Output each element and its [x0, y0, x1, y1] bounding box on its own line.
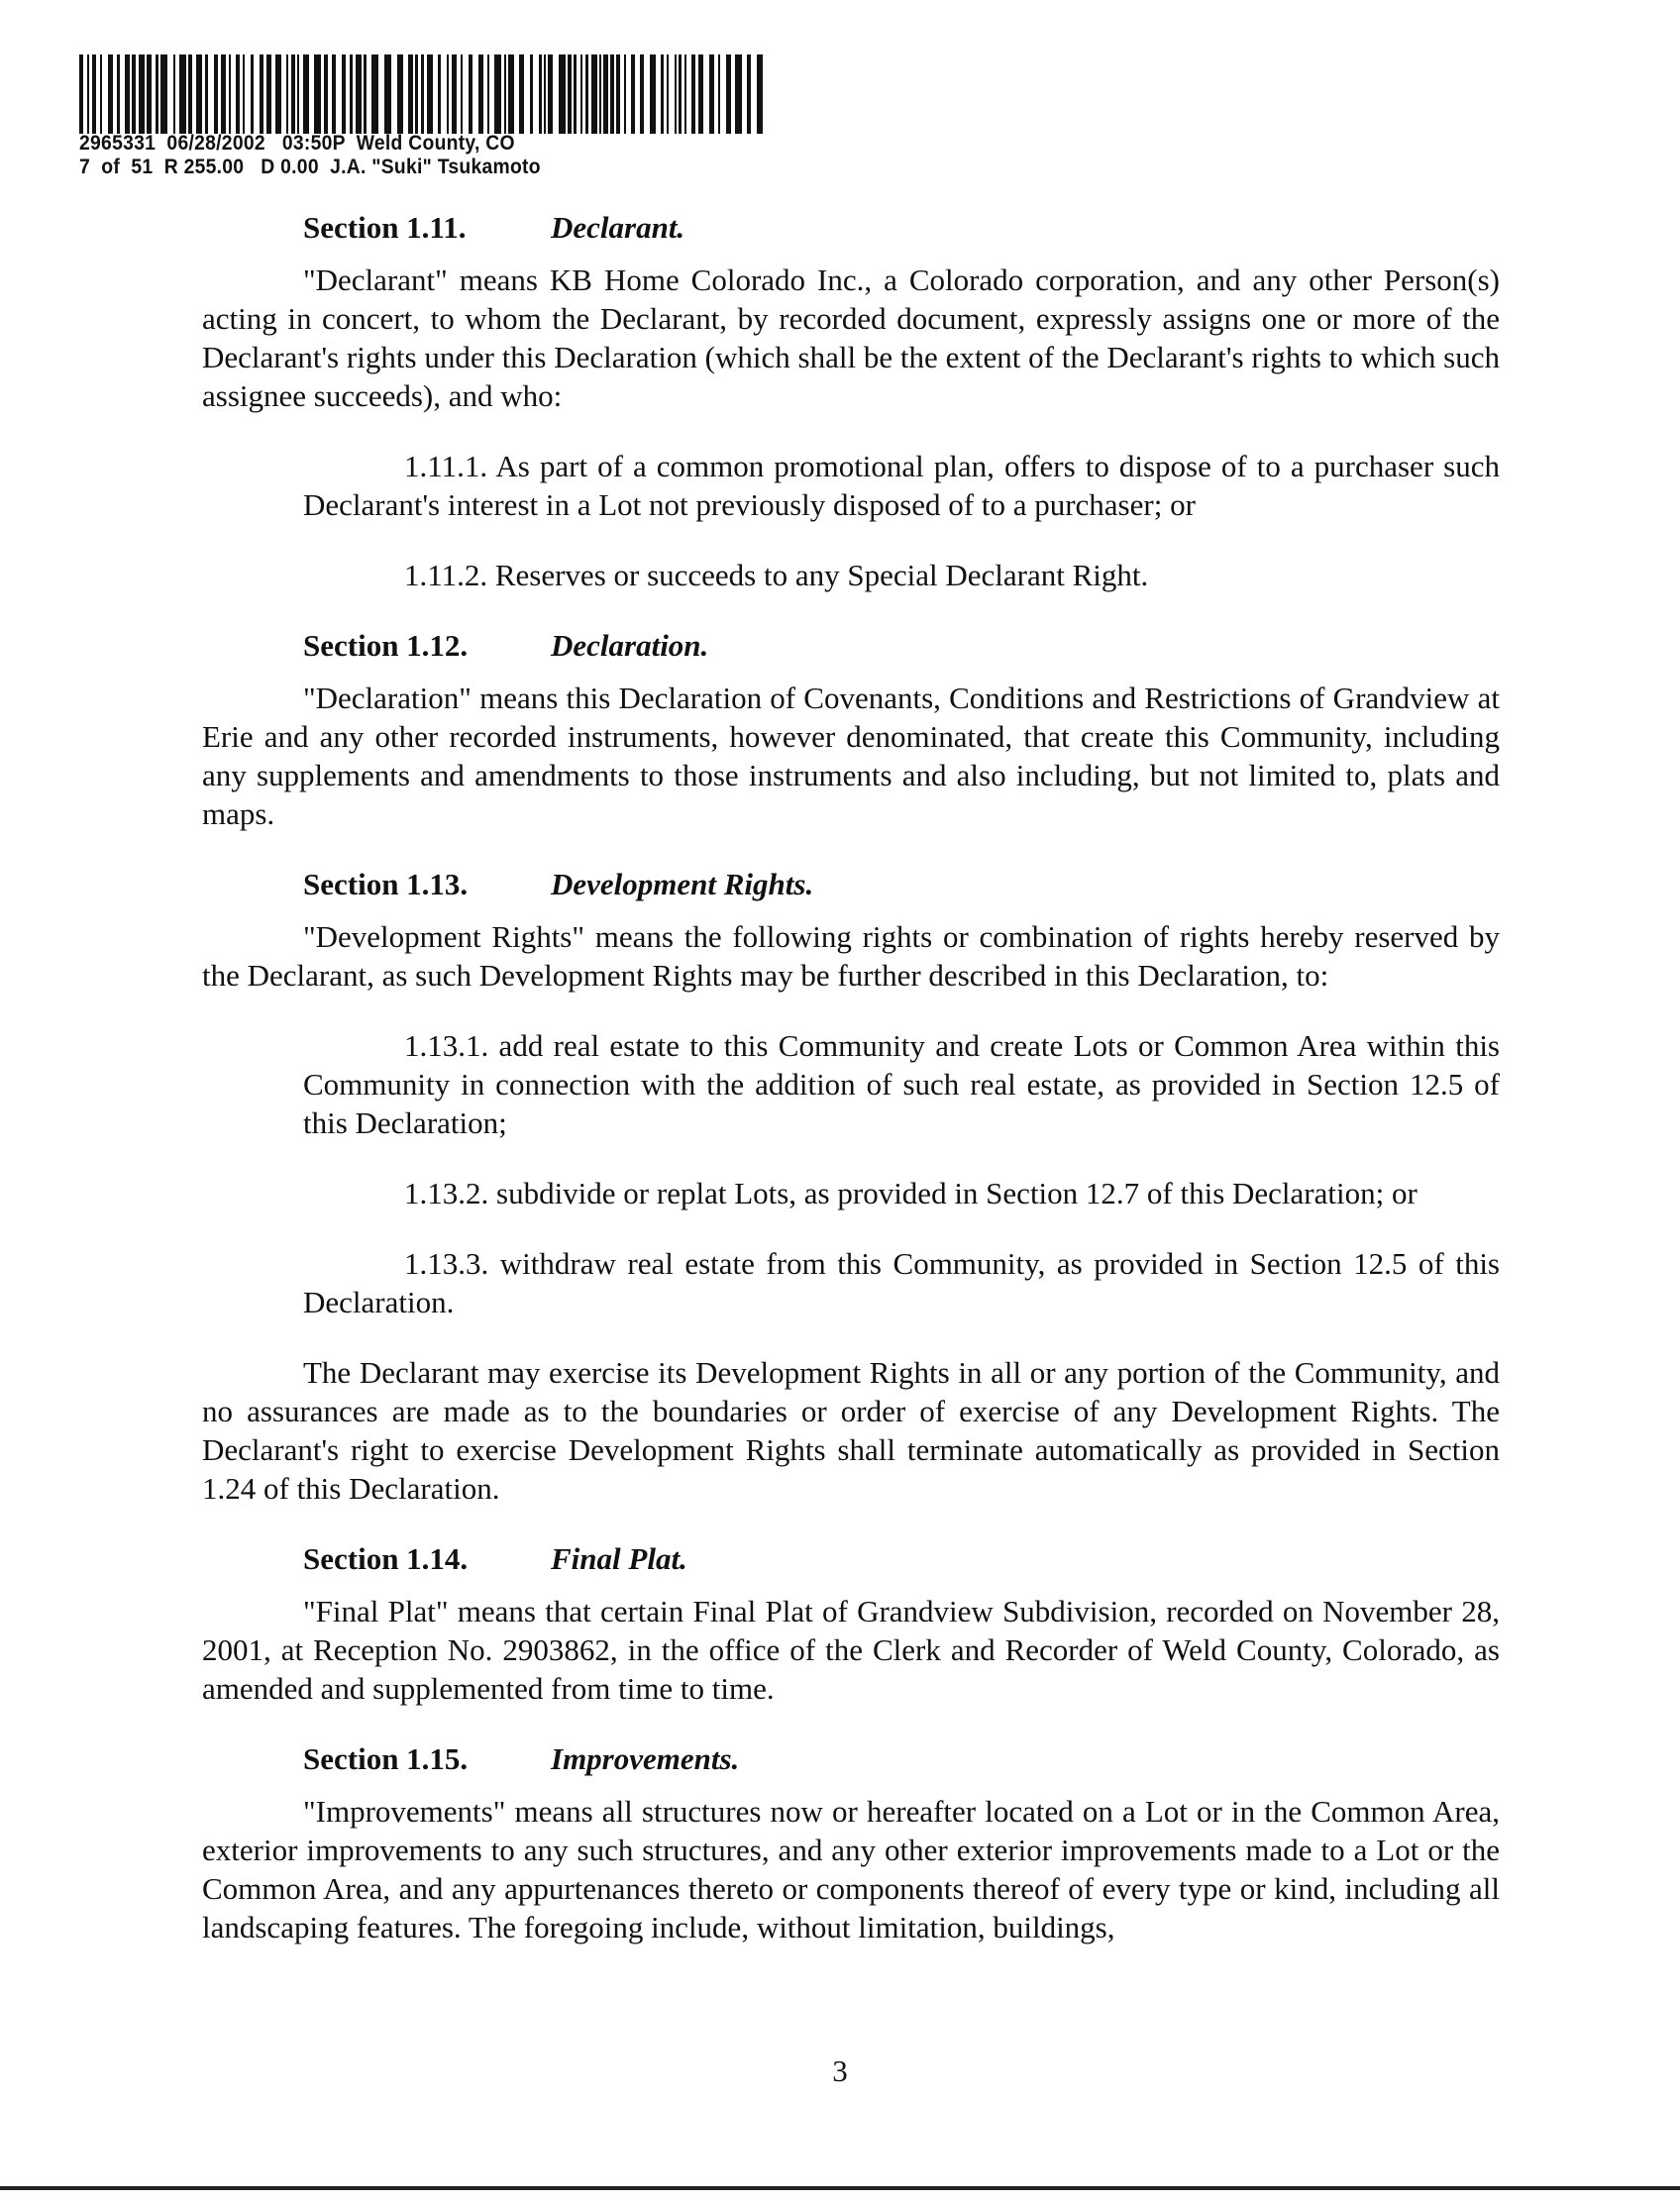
section-heading — [303, 865, 1500, 903]
barcode-bar — [108, 54, 113, 134]
barcode-bar — [574, 54, 577, 134]
barcode-bar — [599, 54, 601, 134]
barcode-bar — [698, 54, 703, 134]
barcode-bar — [452, 54, 457, 134]
barcode-bar — [139, 54, 145, 134]
barcode-bar — [421, 54, 424, 134]
section-paragraph: "Development Rights" means the following rights or combination of rights hereby reserved by the Declarant, as such Development Rights may be further described in this Declaration, to: — [202, 919, 1500, 993]
barcode-bar — [251, 54, 254, 134]
barcode-bar — [132, 54, 136, 134]
barcode-bar — [726, 54, 731, 134]
barcode-bar — [350, 54, 353, 134]
barcode-bar — [364, 54, 367, 134]
barcode-bar — [342, 54, 346, 134]
barcode-bar — [675, 54, 677, 134]
barcode-bar — [469, 54, 472, 134]
section-paragraph: "Final Plat" means that certain Final Plat of Grandview Subdivision, recorded on November 28, 2001, at Reception No. 2903862, in the office of the Clerk and Recorder of Weld County, Colorado, as amended and supplemented from time to time. — [202, 1594, 1500, 1706]
barcode-bar — [275, 54, 281, 134]
barcode-bar — [667, 54, 669, 134]
barcode-bar — [519, 54, 524, 134]
barcode-bar — [179, 54, 186, 134]
subsection-paragraph: 1.11.1. As part of a common promotional plan, offers to dispose of to a purchaser such Declarant's interest in a Lot not previously disposed of to a purchaser; or — [303, 449, 1500, 522]
barcode-bar — [332, 54, 336, 134]
barcode-bar — [266, 54, 271, 134]
barcode-bar — [117, 54, 120, 134]
barcode-bar — [221, 54, 226, 134]
footer-rule — [0, 2186, 1680, 2190]
section-number: Section 1.12. — [303, 628, 469, 663]
subsection-paragraph: 1.13.1. add real estate to this Community and create Lots or Common Area within this Community in connection with the addition of such real estate, as provided in Section 12.5 of this Declaration; — [303, 1028, 1500, 1140]
barcode-bar — [324, 54, 328, 134]
barcode-bar — [757, 54, 763, 134]
barcode-bar — [616, 54, 620, 134]
recording-info-line-2: 7 of 51 R 255.00 D 0.00 J.A. "Suki" Tsukamoto — [79, 156, 541, 178]
barcode-bar — [188, 54, 192, 134]
barcode-bar — [214, 54, 218, 134]
barcode-bar — [243, 54, 245, 134]
barcode-bar — [580, 54, 582, 134]
barcode-bar — [356, 54, 362, 134]
document-body — [202, 208, 1500, 1978]
section-number: Section 1.15. — [303, 1741, 469, 1776]
barcode-bar — [494, 54, 501, 134]
barcode-bar — [147, 54, 152, 134]
barcode-bar — [205, 54, 208, 134]
barcode-bar — [718, 54, 720, 134]
barcode-bar — [559, 54, 566, 134]
section-number: Section 1.11. — [303, 210, 467, 245]
barcode-bar — [286, 54, 288, 134]
barcode-bar — [427, 54, 433, 134]
barcode-bar — [568, 54, 572, 134]
section-title: Final Plat. — [551, 1541, 687, 1576]
section-heading — [303, 626, 1500, 665]
section-title: Declaration. — [551, 628, 709, 663]
barcode-bar — [236, 54, 240, 134]
barcode-bar — [314, 54, 321, 134]
barcode-bar — [508, 54, 514, 134]
barcode-bar — [691, 54, 695, 134]
section-number: Section 1.14. — [303, 1541, 469, 1576]
barcode-bar — [438, 54, 441, 134]
barcode-bar — [640, 54, 644, 134]
barcode-bar — [650, 54, 656, 134]
recording-barcode — [79, 54, 763, 134]
barcode-bar — [79, 54, 83, 134]
subsection-paragraph: 1.11.2. Reserves or succeeds to any Special Declarant Right. — [404, 558, 1149, 592]
barcode-bar — [160, 54, 167, 134]
barcode-bar — [631, 54, 635, 134]
barcode-bar — [544, 54, 546, 134]
barcode-bar — [591, 54, 597, 134]
barcode-bar — [397, 54, 403, 134]
section-title: Development Rights. — [551, 867, 814, 901]
barcode-bar — [548, 54, 553, 134]
barcode-bar — [709, 54, 714, 134]
barcode-bar — [461, 54, 463, 134]
section-title: Declarant. — [551, 210, 685, 245]
section-paragraph: "Declarant" means KB Home Colorado Inc., a Colorado corporation, and any other Person(s) acting in concert, to whom the Declarant, by recorded document, expressly assigns one or more of the Declarant's rights under this Declaration (which shall be the extent of the Declarant's rights to which such assignee succeeds), and who: — [202, 262, 1500, 413]
barcode-bar — [173, 54, 175, 134]
page-number: 3 — [832, 2053, 848, 2088]
section-paragraph: "Improvements" means all structures now or hereafter located on a Lot or in the Common Area, exterior improvements to any such structures, and any other exterior improvements made to a Lot or the Common Area, and any appurtenances thereto or components thereof of every type or kind, including all landscaping features. The foregoing include, without limitation, buildings, — [202, 1794, 1500, 1944]
barcode-bar — [747, 54, 751, 134]
barcode-bar — [735, 54, 742, 134]
section-heading — [303, 208, 1500, 247]
barcode-bar — [504, 54, 506, 134]
barcode-bar — [530, 54, 533, 134]
section-number: Section 1.13. — [303, 867, 469, 901]
barcode-bar — [125, 54, 130, 134]
barcode-bar — [610, 54, 614, 134]
barcode-bar — [539, 54, 542, 134]
subsection-paragraph: 1.13.3. withdraw real estate from this Community, as provided in Section 12.5 of this Declaration. — [303, 1246, 1500, 1319]
barcode-bar — [384, 54, 391, 134]
barcode-bar — [303, 54, 309, 134]
barcode-bar — [661, 54, 664, 134]
barcode-bar — [297, 54, 299, 134]
barcode-bar — [87, 54, 89, 134]
subsection-paragraph: 1.13.2. subdivide or replat Lots, as provided in Section 12.7 of this Declaration; or — [404, 1176, 1418, 1210]
barcode-bar — [679, 54, 682, 134]
barcode-bar — [260, 54, 263, 134]
section-paragraph: "Declaration" means this Declaration of Covenants, Conditions and Restrictions of Grandview at Erie and any other recorded instruments, however denominated, that create this Community, including any supplements and amendments to those instruments and also including, but not limited to, plats and maps. — [202, 681, 1500, 831]
barcode-bar — [684, 54, 686, 134]
barcode-bar — [415, 54, 418, 134]
barcode-bar — [371, 54, 378, 134]
section-heading — [303, 1739, 1500, 1778]
barcode-bar — [291, 54, 295, 134]
barcode-bar — [447, 54, 449, 134]
barcode-bar — [408, 54, 413, 134]
barcode-bar — [100, 54, 102, 134]
barcode-bar — [487, 54, 489, 134]
barcode-bar — [585, 54, 588, 134]
barcode-bar — [229, 54, 231, 134]
section-heading — [303, 1539, 1500, 1578]
barcode-bar — [624, 54, 626, 134]
recording-info-line-1: 2965331 06/28/2002 03:50P Weld County, CO — [79, 132, 515, 155]
barcode-bar — [478, 54, 483, 134]
section-paragraph: The Declarant may exercise its Development Rights in all or any portion of the Community, and no assurances are made as to the boundaries or order of exercise of any Development Rights. The Declarant's right to exercise Development Rights shall terminate automatically as provided in Section 1.24 of this Declaration. — [202, 1355, 1500, 1506]
barcode-bar — [196, 54, 202, 134]
barcode-bar — [156, 54, 158, 134]
section-title: Improvements. — [551, 1741, 740, 1776]
barcode-bar — [603, 54, 608, 134]
barcode-bar — [92, 54, 96, 134]
